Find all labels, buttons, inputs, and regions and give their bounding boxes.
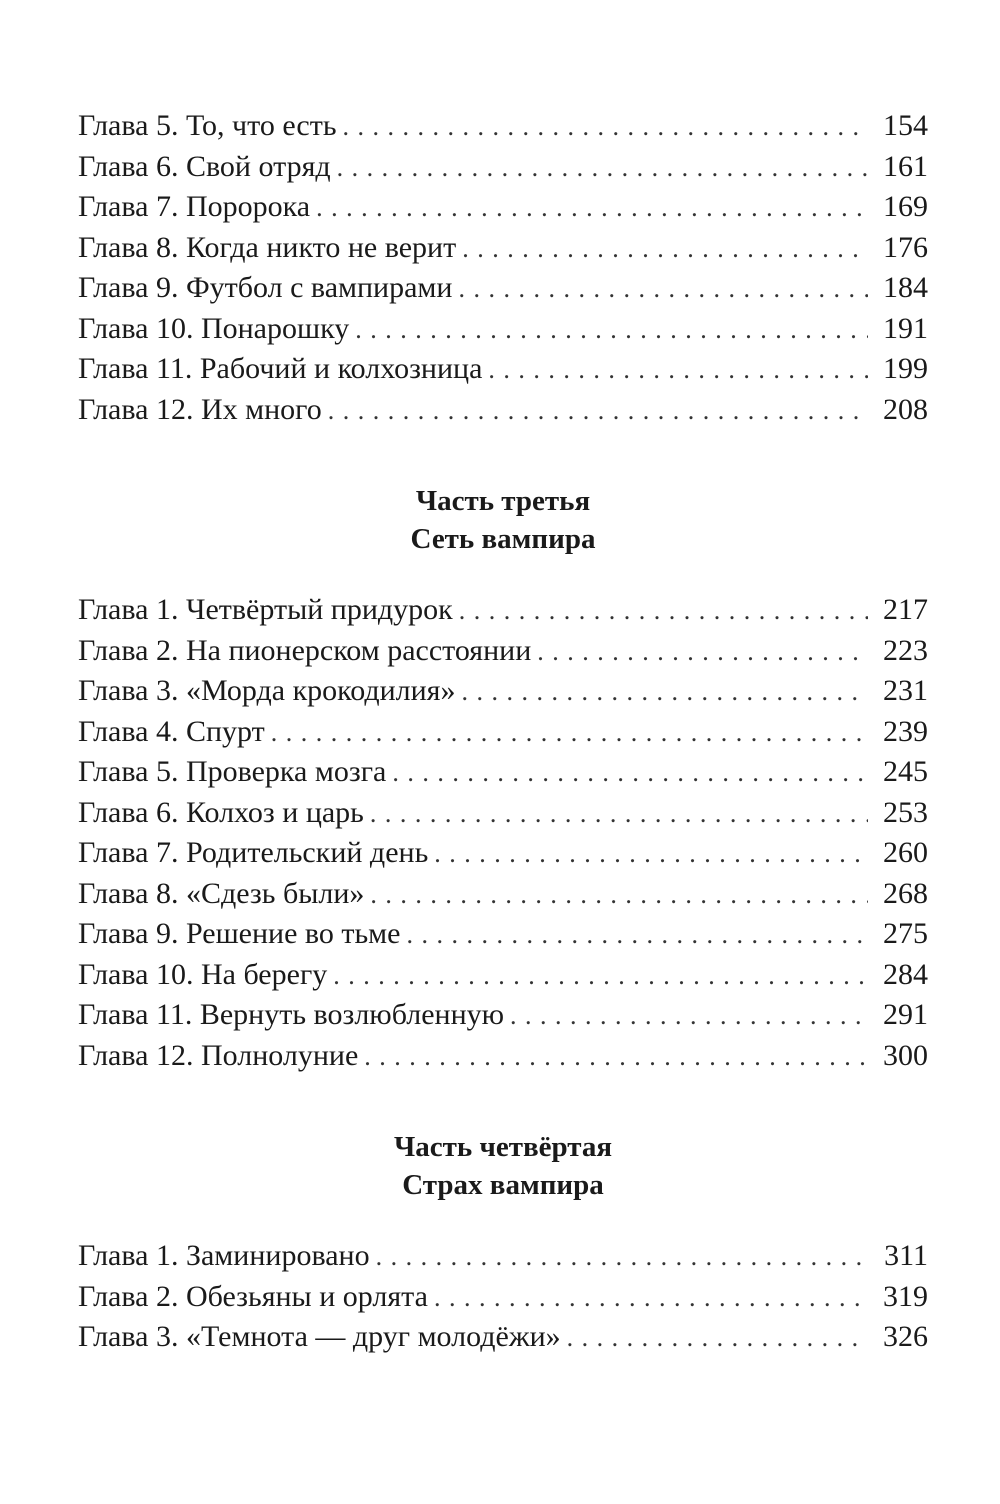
page-number: 184 — [883, 271, 928, 304]
page-number: 199 — [883, 352, 928, 385]
dot-leader — [376, 1237, 868, 1278]
chapter-title: Глава 7. Родительский день — [78, 836, 429, 869]
dot-leader — [355, 310, 868, 351]
toc-entry — [78, 349, 928, 390]
dot-leader — [343, 107, 868, 148]
part-label: Часть четвёртая — [393, 1131, 613, 1163]
part-heading-block — [78, 430, 928, 590]
toc-entry — [78, 793, 928, 834]
toc-entry — [78, 712, 928, 753]
part-heading-block — [78, 1076, 928, 1236]
chapter-title: Глава 8. Когда никто не верит — [78, 230, 457, 264]
table-of-contents — [78, 106, 928, 1358]
toc-entry — [78, 1277, 928, 1318]
toc-entry — [78, 833, 928, 874]
page-number: 223 — [883, 633, 928, 667]
chapter-title: Глава 12. Полнолуние — [78, 1038, 359, 1072]
toc-entry — [78, 914, 928, 955]
page-number: 217 — [883, 593, 928, 626]
toc-entry — [78, 1236, 928, 1277]
toc-entry — [78, 874, 928, 915]
toc-entry — [78, 187, 928, 228]
toc-entry — [78, 228, 928, 269]
chapter-title: Глава 10. Понарошку — [78, 311, 350, 345]
page-number: 260 — [883, 836, 928, 869]
page-number: 291 — [883, 998, 928, 1031]
dot-leader — [271, 713, 868, 754]
chapter-title: Глава 2. Обезьяны и орлята — [78, 1279, 428, 1313]
part-label: Часть третья — [415, 485, 591, 517]
chapter-title: Глава 9. Решение во тьме — [78, 917, 401, 950]
chapter-title: Глава 4. Спурт — [78, 714, 265, 748]
dot-leader — [328, 391, 868, 432]
toc-entry — [78, 752, 928, 793]
chapter-title: Глава 5. Проверка мозга — [78, 755, 387, 788]
chapter-title: Глава 6. Свой отряд — [78, 149, 331, 183]
toc-entry — [78, 147, 928, 188]
dot-leader — [316, 188, 868, 229]
dot-leader — [364, 1037, 868, 1078]
page-number: 253 — [883, 795, 928, 829]
part-title: Страх вампира — [402, 1169, 604, 1201]
dot-leader — [392, 753, 868, 794]
dot-leader — [333, 956, 868, 997]
toc-entry — [78, 631, 928, 672]
toc-entry — [78, 671, 928, 712]
toc-entry — [78, 1317, 928, 1358]
page-number: 208 — [883, 392, 928, 426]
page-number: 311 — [884, 1239, 928, 1272]
page-number: 239 — [883, 714, 928, 748]
toc-entry — [78, 590, 928, 631]
chapter-title: Глава 3. «Темнота — друг молодёжи» — [78, 1320, 561, 1353]
dot-leader — [462, 229, 868, 270]
dot-leader — [406, 915, 868, 956]
dot-leader — [459, 591, 868, 632]
toc-entry — [78, 390, 928, 431]
dot-leader — [370, 794, 868, 835]
chapter-list-part3 — [78, 590, 928, 1076]
dot-leader — [337, 148, 868, 189]
toc-entry — [78, 995, 928, 1036]
dot-leader — [488, 350, 868, 391]
dot-leader — [434, 1278, 868, 1319]
dot-leader — [510, 996, 868, 1037]
chapter-list-part4 — [78, 1236, 928, 1358]
chapter-title: Глава 1. Четвёртый придурок — [78, 593, 453, 626]
toc-entry — [78, 955, 928, 996]
page-number: 275 — [883, 917, 928, 950]
chapter-title: Глава 11. Вернуть возлюбленную — [78, 998, 505, 1031]
page-number: 284 — [883, 957, 928, 991]
dot-leader — [434, 834, 868, 875]
page-number: 191 — [883, 311, 928, 345]
dot-leader — [537, 632, 868, 673]
chapter-list-part2 — [78, 106, 928, 430]
part-title: Сеть вампира — [410, 523, 596, 555]
chapter-title: Глава 5. То, что есть — [78, 109, 337, 142]
chapter-title: Глава 8. «Сдезь были» — [78, 876, 365, 910]
dot-leader — [370, 875, 868, 916]
chapter-title: Глава 1. Заминировано — [78, 1239, 370, 1272]
page-number: 268 — [883, 876, 928, 910]
page-number: 161 — [883, 149, 928, 183]
toc-entry — [78, 106, 928, 147]
chapter-title: Глава 6. Колхоз и царь — [78, 795, 364, 829]
chapter-title: Глава 11. Рабочий и колхозница — [78, 352, 483, 385]
toc-entry — [78, 1036, 928, 1077]
chapter-title: Глава 7. Пороpока — [78, 190, 311, 223]
page-number: 319 — [883, 1279, 928, 1313]
page-number: 154 — [883, 109, 928, 142]
toc-entry — [78, 309, 928, 350]
page-number: 245 — [883, 755, 928, 788]
chapter-title: Глава 9. Футбол с вампирами — [78, 271, 453, 304]
toc-entry — [78, 268, 928, 309]
dot-leader — [461, 672, 868, 713]
page-number: 231 — [883, 674, 928, 707]
dot-leader — [567, 1318, 868, 1359]
page-number: 169 — [883, 190, 928, 223]
page-number: 300 — [883, 1038, 928, 1072]
chapter-title: Глава 12. Их много — [78, 392, 322, 426]
dot-leader — [458, 269, 868, 310]
chapter-title: Глава 2. На пионерском расстоянии — [78, 633, 532, 667]
page-number: 176 — [883, 230, 928, 264]
chapter-title: Глава 10. На берегу — [78, 957, 328, 991]
chapter-title: Глава 3. «Морда крокодилия» — [78, 674, 456, 707]
page-number: 326 — [883, 1320, 928, 1353]
